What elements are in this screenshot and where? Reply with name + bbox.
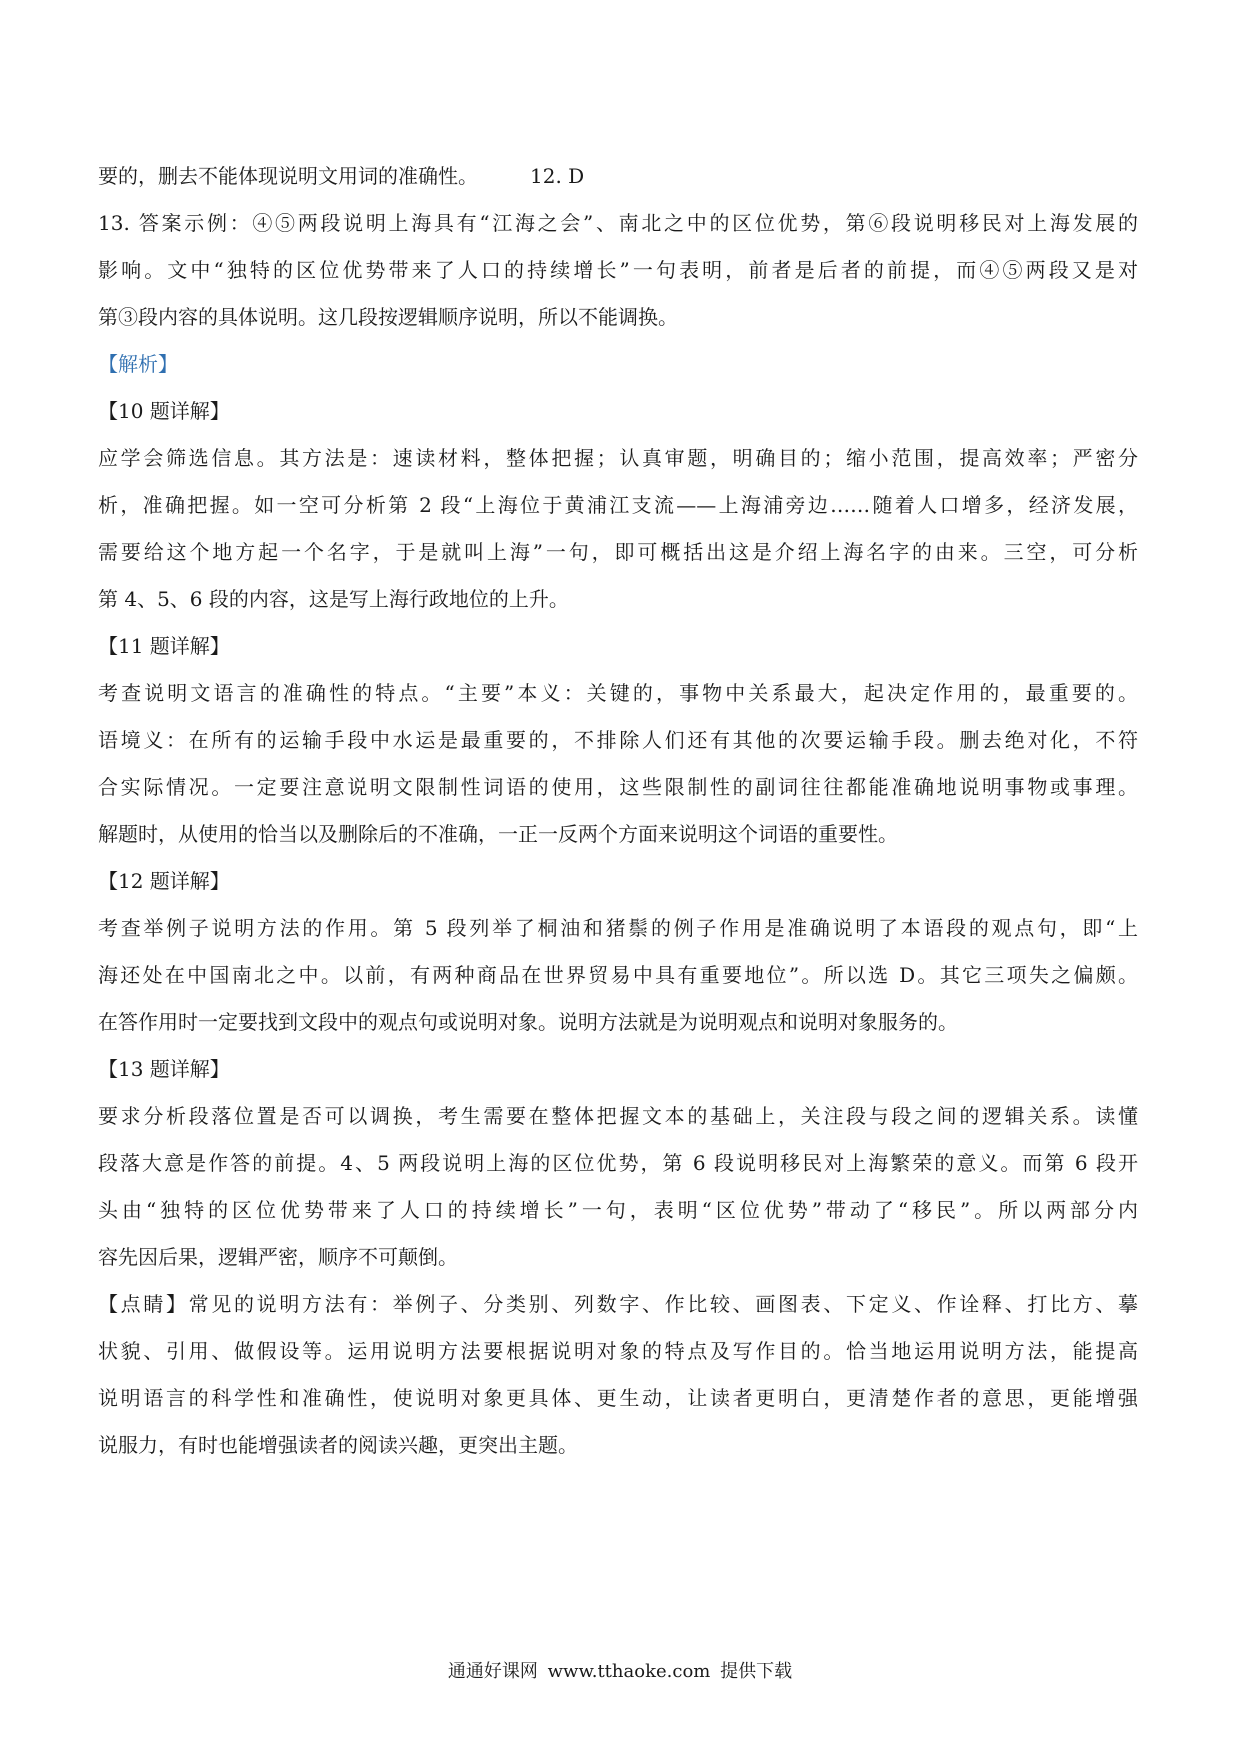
- q13-heading: 【13 题详解】: [98, 1057, 230, 1081]
- q12-line-2: 海还处在中国南北之中。以前，有两种商品在世界贸易中具有重要地位”。所以选 D。其它三项失之偏颇。: [98, 963, 1138, 987]
- q12-heading: 【12 题详解】: [98, 869, 230, 893]
- answer-13-line-3: 第③段内容的具体说明。这几段按逻辑顺序说明，所以不能调换。: [98, 305, 678, 329]
- footer-site-name: 通通好课网: [447, 1661, 538, 1682]
- q11-line-4: 解题时，从使用的恰当以及删除后的不准确，一正一反两个方面来说明这个词语的重要性。: [98, 822, 898, 846]
- continuation-text: 要的，删去不能体现说明文用词的准确性。: [98, 164, 478, 188]
- q11-heading: 【11 题详解】: [98, 634, 230, 658]
- q12-line-3: 在答作用时一定要找到文段中的观点句或说明对象。说明方法就是为说明观点和说明对象服务的。: [98, 1010, 958, 1034]
- q10-line-3: 需要给这个地方起一个名字，于是就叫上海”一句，即可概括出这是介绍上海名字的由来。三空，可分析: [98, 540, 1138, 564]
- q11-line-2: 语境义：在所有的运输手段中水运是最重要的，不排除人们还有其他的次要运输手段。删去绝对化，不符: [98, 728, 1138, 752]
- document-body: [98, 153, 1138, 1469]
- answer-12: 12. D: [530, 164, 585, 188]
- tips-line-1: 【点睛】常见的说明方法有：举例子、分类别、列数字、作比较、画图表、下定义、作诠释、打比方、摹: [98, 1292, 1138, 1316]
- q10-line-4: 第 4、5、6 段的内容，这是写上海行政地位的上升。: [98, 587, 569, 611]
- q12-line-1: 考查举例子说明方法的作用。第 5 段列举了桐油和猪鬃的例子作用是准确说明了本语段的观点句，即“上: [98, 916, 1138, 940]
- q10-heading: 【10 题详解】: [98, 399, 230, 423]
- q11-line-1: 考查说明文语言的准确性的特点。“主要”本义：关键的，事物中关系最大，起决定作用的，最重要的。: [98, 681, 1138, 705]
- q11-line-3: 合实际情况。一定要注意说明文限制性词语的使用，这些限制性的副词往往都能准确地说明事物或事理。: [98, 775, 1138, 799]
- page-footer: [0, 1657, 1240, 1683]
- tips-line-2: 状貌、引用、做假设等。运用说明方法要根据说明对象的特点及写作目的。恰当地运用说明方法，能提高: [98, 1339, 1138, 1363]
- q13-line-4: 容先因后果，逻辑严密，顺序不可颠倒。: [98, 1245, 458, 1269]
- q10-line-1: 应学会筛选信息。其方法是：速读材料，整体把握；认真审题，明确目的；缩小范围，提高效率；严密分: [98, 446, 1138, 470]
- q13-line-3: 头由“独特的区位优势带来了人口的持续增长”一句，表明“区位优势”带动了“移民”。所以两部分内: [98, 1198, 1138, 1222]
- q13-line-1: 要求分析段落位置是否可以调换，考生需要在整体把握文本的基础上，关注段与段之间的逻辑关系。读懂: [98, 1104, 1138, 1128]
- answer-13-line-1: 13. 答案示例：④⑤两段说明上海具有“江海之会”、南北之中的区位优势，第⑥段说明移民对上海发展的: [98, 211, 1138, 235]
- footer-url[interactable]: www.tthaoke.com: [547, 1661, 711, 1682]
- q10-line-2: 析，准确把握。如一空可分析第 2 段“上海位于黄浦江支流——上海浦旁边……随着人口增多，经济发展，: [98, 493, 1138, 517]
- tips-line-4: 说服力，有时也能增强读者的阅读兴趣，更突出主题。: [98, 1433, 578, 1457]
- tips-line-3: 说明语言的科学性和准确性，使说明对象更具体、更生动，让读者更明白，更清楚作者的意思，更能增强: [98, 1386, 1138, 1410]
- answer-line-continuation: [98, 153, 1138, 200]
- q13-line-2: 段落大意是作答的前提。4、5 两段说明上海的区位优势，第 6 段说明移民对上海繁荣的意义。而第 6 段开: [98, 1151, 1138, 1175]
- analysis-label: 【解析】: [98, 352, 178, 376]
- answer-13-line-2: 影响。文中“独特的区位优势带来了人口的持续增长”一句表明，前者是后者的前提，而④⑤两段又是对: [98, 258, 1138, 282]
- footer-suffix: 提供下载: [720, 1661, 793, 1682]
